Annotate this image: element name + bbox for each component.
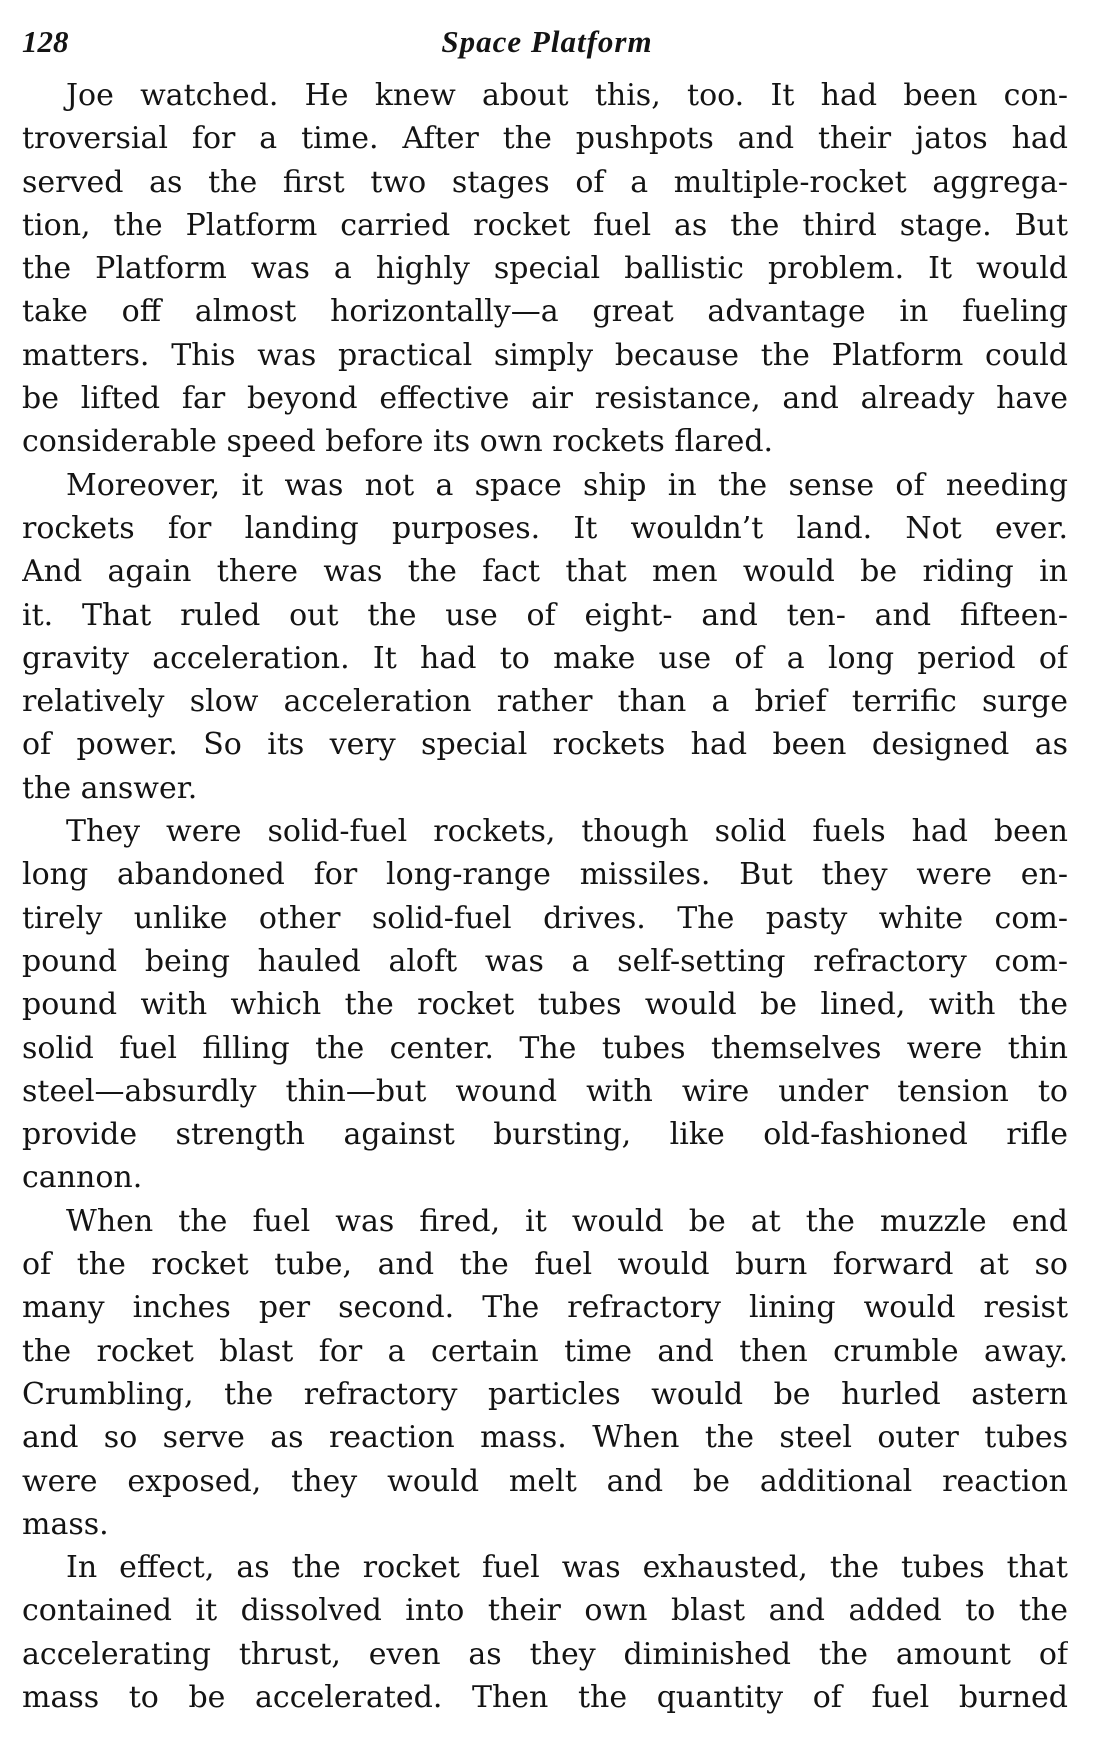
text-line: When the fuel was fired, it would be at the muzzle end: [66, 1203, 1068, 1239]
text-line: Crumbling, the refractory particles would be hurled astern: [22, 1376, 1068, 1412]
text-line: provide strength against bursting, like old-fashioned rifle: [22, 1117, 1068, 1153]
text-line: pound with which the rocket tubes would be lined, with the: [22, 987, 1068, 1023]
text-line: gravity acceleration. It had to make use of a long period of: [22, 640, 1068, 676]
text-line: solid fuel filling the center. The tubes themselves were thin: [22, 1030, 1068, 1066]
text-line: steel—absurdly thin—but wound with wire under tension to: [22, 1073, 1068, 1109]
text-line: the Platform was a highly special ballistic problem. It would: [22, 251, 1068, 287]
text-line: relatively slow acceleration rather than a brief terrific surge: [22, 684, 1068, 720]
text-line: served as the first two stages of a multiple-rocket aggrega-: [22, 164, 1068, 200]
text-line: be lifted far beyond effective air resistance, and already have: [22, 381, 1068, 417]
text-line: long abandoned for long-range missiles. But they were en-: [22, 857, 1068, 893]
text-line: take off almost horizontally—a great advantage in fueling: [22, 294, 1068, 330]
text-line: considerable speed before its own rockets flared.: [22, 424, 774, 460]
text-line: and so serve as reaction mass. When the steel outer tubes: [22, 1420, 1068, 1456]
text-line: rockets for landing purposes. It wouldn’t land. Not ever.: [22, 510, 1068, 546]
paragraph: [22, 464, 1068, 810]
text-line: mass.: [22, 1506, 109, 1542]
page-number: 128: [22, 24, 69, 59]
text-line: matters. This was practical simply because the Platform could: [22, 337, 1068, 373]
book-title: Space Platform: [441, 24, 653, 59]
text-line: tirely unlike other solid-fuel drives. The pasty white com-: [22, 900, 1068, 936]
text-line: it. That ruled out the use of eight- and ten- and fifteen-: [22, 597, 1068, 633]
text-line: cannon.: [22, 1160, 143, 1196]
text-line: And again there was the fact that men would be riding in: [22, 554, 1068, 590]
paragraph: [22, 810, 1068, 1200]
text-line: the answer.: [22, 770, 198, 806]
paragraph: [22, 74, 1068, 464]
text-line: of the rocket tube, and the fuel would burn forward at so: [22, 1247, 1068, 1283]
text-line: were exposed, they would melt and be additional reaction: [22, 1463, 1068, 1499]
text-line: mass to be accelerated. Then the quantity of fuel burned: [22, 1679, 1068, 1715]
text-line: many inches per second. The refractory lining would resist: [22, 1290, 1068, 1326]
text-line: Moreover, it was not a space ship in the sense of needing: [66, 467, 1068, 503]
text-line: of power. So its very special rockets had been designed as: [22, 727, 1068, 763]
text-line: troversial for a time. After the pushpots and their jatos had: [22, 121, 1068, 157]
text-line: Joe watched. He knew about this, too. It had been con-: [66, 78, 1068, 113]
paragraph: [22, 1546, 1068, 1719]
text-line: the rocket blast for a certain time and then crumble away.: [22, 1333, 1068, 1369]
text-line: contained it dissolved into their own blast and added to the: [22, 1593, 1068, 1629]
body-text: [22, 74, 1068, 1719]
paragraph: [22, 1200, 1068, 1546]
text-line: tion, the Platform carried rocket fuel as the third stage. But: [22, 207, 1068, 243]
text-line: In effect, as the rocket fuel was exhausted, the tubes that: [66, 1550, 1068, 1586]
text-line: They were solid-fuel rockets, though solid fuels had been: [66, 814, 1068, 850]
running-head: [22, 20, 1072, 64]
text-line: accelerating thrust, even as they diminished the amount of: [22, 1636, 1068, 1672]
text-line: pound being hauled aloft was a self-setting refractory com-: [22, 943, 1068, 979]
